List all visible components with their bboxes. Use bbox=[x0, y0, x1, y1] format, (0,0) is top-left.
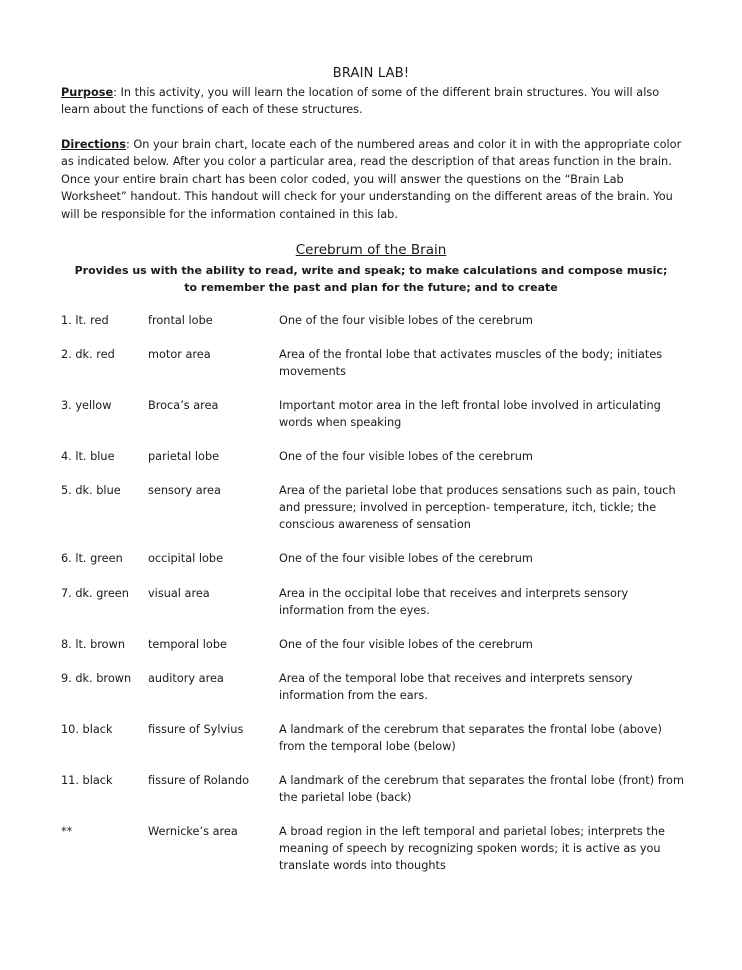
purpose-text: : In this activity, you will learn the location of some of the different brain structures. You will also learn about the functions of each of these structures. bbox=[61, 86, 660, 117]
row-color: 10. black bbox=[61, 723, 113, 736]
row-description: Area of the temporal lobe that receives and interprets sensory information from the ears. bbox=[279, 672, 633, 703]
row-structure: parietal lobe bbox=[148, 450, 220, 463]
row-description: One of the four visible lobes of the cerebrum bbox=[279, 638, 533, 651]
row-color: 11. black bbox=[61, 774, 113, 787]
row-structure: fissure of Sylvius bbox=[148, 723, 244, 736]
row-description: One of the four visible lobes of the cerebrum bbox=[279, 552, 533, 565]
row-color: 8. lt. brown bbox=[61, 638, 125, 651]
row-structure: sensory area bbox=[148, 484, 221, 497]
directions-label: Directions bbox=[61, 138, 126, 151]
row-color: 7. dk. green bbox=[61, 587, 129, 600]
row-structure: motor area bbox=[148, 348, 211, 361]
row-description: A broad region in the left temporal and parietal lobes; interprets the meaning of speech by recognizing spoken words; it is active as you translate words into thoughts bbox=[279, 825, 665, 873]
section-title: Cerebrum of the Brain bbox=[295, 242, 447, 258]
row-structure: fissure of Rolando bbox=[148, 774, 250, 787]
row-description: A landmark of the cerebrum that separates the frontal lobe (above) from the temporal lobe (below) bbox=[279, 723, 662, 754]
row-color: 9. dk. brown bbox=[61, 672, 132, 685]
row-color: 2. dk. red bbox=[61, 348, 115, 361]
row-color: 5. dk. blue bbox=[61, 484, 121, 497]
row-color: 1. lt. red bbox=[61, 314, 109, 327]
row-description: Area of the frontal lobe that activates muscles of the body; initiates movements bbox=[279, 348, 663, 379]
directions-text: : On your brain chart, locate each of the numbered areas and color it in with the appropriate color as indicated below. After you color a particular area, read the description of that areas function in the brain. Once your entire brain chart has been color coded, you will answer the questions on the “Brain Lab Worksheet” handout. This handout will check for your understanding on the different areas of the brain. You will be responsible for the information contained in this lab. bbox=[61, 138, 682, 221]
row-color: 6. lt. green bbox=[61, 552, 123, 565]
row-description: Area of the parietal lobe that produces sensations such as pain, touch and pressure; involved in perception- temperature, itch, tickle; the conscious awareness of sensation bbox=[279, 484, 676, 532]
row-structure: visual area bbox=[148, 587, 210, 600]
row-description: Area in the occipital lobe that receives and interprets sensory information from the eyes. bbox=[279, 587, 629, 618]
section-subtitle: Provides us with the ability to read, write and speak; to make calculations and compose music; to remember the past and plan for the future; and to create bbox=[74, 264, 668, 294]
row-description: A landmark of the cerebrum that separates the frontal lobe (front) from the parietal lobe (back) bbox=[279, 774, 684, 805]
row-structure: Broca’s area bbox=[148, 399, 219, 412]
row-structure: frontal lobe bbox=[148, 314, 213, 327]
row-color: 3. yellow bbox=[61, 399, 112, 412]
row-structure: temporal lobe bbox=[148, 638, 227, 651]
row-description: One of the four visible lobes of the cerebrum bbox=[279, 450, 533, 463]
purpose-label: Purpose bbox=[61, 86, 114, 99]
page-title: BRAIN LAB! bbox=[332, 66, 410, 81]
row-structure: Wernicke’s area bbox=[148, 825, 238, 838]
row-structure: auditory area bbox=[148, 672, 224, 685]
row-structure: occipital lobe bbox=[148, 552, 224, 565]
row-description: One of the four visible lobes of the cerebrum bbox=[279, 314, 533, 327]
row-color: 4. lt. blue bbox=[61, 450, 115, 463]
row-description: Important motor area in the left frontal lobe involved in articulating words when speaking bbox=[279, 399, 661, 430]
row-color: ** bbox=[61, 825, 73, 838]
